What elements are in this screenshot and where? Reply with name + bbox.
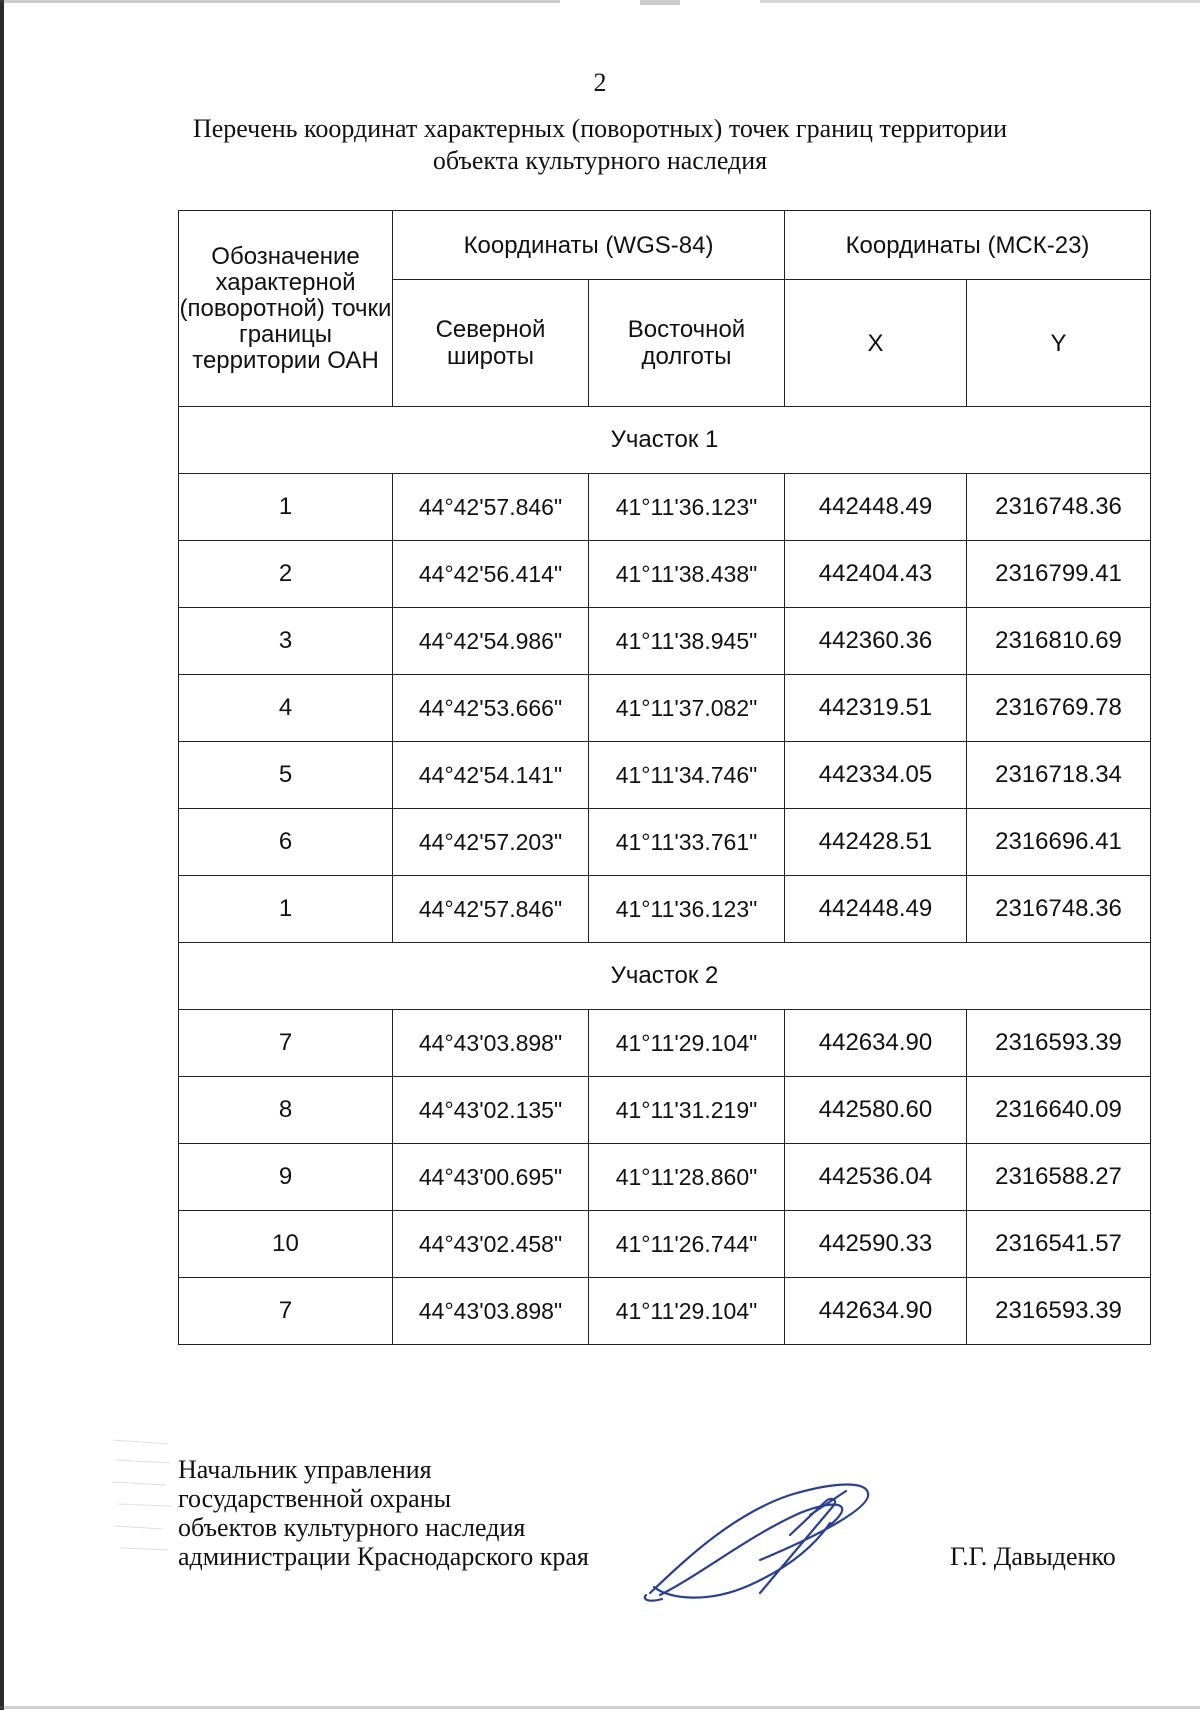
table-row — [179, 1077, 1151, 1144]
y-cell: 2316593.39 — [967, 1010, 1151, 1077]
point-number: 7 — [179, 1278, 393, 1345]
coordinates-table-body — [179, 407, 1151, 1345]
section-title: Участок 1 — [179, 407, 1151, 474]
point-number: 9 — [179, 1144, 393, 1211]
longitude-cell: 41°11'31.219" — [589, 1077, 785, 1144]
handwritten-signature-icon — [640, 1475, 880, 1615]
header-wgs84-group: Координаты (WGS-84) — [393, 211, 785, 280]
table-row — [179, 675, 1151, 742]
longitude-cell: 41°11'29.104" — [589, 1278, 785, 1345]
longitude-cell: 41°11'28.860" — [589, 1144, 785, 1211]
longitude-cell: 41°11'37.082" — [589, 675, 785, 742]
page-number: 2 — [593, 68, 607, 97]
y-cell: 2316718.34 — [967, 742, 1151, 809]
x-cell: 442634.90 — [785, 1278, 967, 1345]
table-row — [179, 608, 1151, 675]
longitude-cell: 41°11'38.945" — [589, 608, 785, 675]
table-row — [179, 474, 1151, 541]
longitude-cell: 41°11'36.123" — [589, 474, 785, 541]
table-row — [179, 541, 1151, 608]
scan-artifact-bottom — [0, 1702, 1200, 1710]
x-cell: 442580.60 — [785, 1077, 967, 1144]
header-east-longitude: Восточной долготы — [589, 280, 785, 407]
latitude-cell: 44°42'54.986" — [393, 608, 589, 675]
point-number: 4 — [179, 675, 393, 742]
point-number: 2 — [179, 541, 393, 608]
latitude-cell: 44°43'03.898" — [393, 1278, 589, 1345]
header-x: X — [785, 280, 967, 407]
header-designation: Обозначение характерной (поворотной) точки границы территории ОАН — [179, 211, 393, 407]
header-north-latitude: Северной широты — [393, 280, 589, 407]
point-number: 3 — [179, 608, 393, 675]
y-cell: 2316593.39 — [967, 1278, 1151, 1345]
latitude-cell: 44°42'57.846" — [393, 876, 589, 943]
latitude-cell: 44°42'57.203" — [393, 809, 589, 876]
x-cell: 442404.43 — [785, 541, 967, 608]
faded-stamp-mark — [108, 1430, 178, 1560]
scan-artifact-top — [0, 0, 1200, 8]
x-cell: 442319.51 — [785, 675, 967, 742]
table-row — [179, 1144, 1151, 1211]
x-cell: 442536.04 — [785, 1144, 967, 1211]
table-row — [179, 876, 1151, 943]
signer-name: Г.Г. Давыденко — [950, 1542, 1116, 1571]
x-cell: 442590.33 — [785, 1211, 967, 1278]
latitude-cell: 44°42'57.846" — [393, 474, 589, 541]
y-cell: 2316748.36 — [967, 474, 1151, 541]
section-row — [179, 407, 1151, 474]
document-title — [150, 113, 1050, 177]
point-number: 6 — [179, 809, 393, 876]
point-number: 8 — [179, 1077, 393, 1144]
point-number: 5 — [179, 742, 393, 809]
section-title: Участок 2 — [179, 943, 1151, 1010]
longitude-cell: 41°11'26.744" — [589, 1211, 785, 1278]
x-cell: 442334.05 — [785, 742, 967, 809]
table-row — [179, 809, 1151, 876]
header-row-groups — [179, 211, 1151, 280]
x-cell: 442360.36 — [785, 608, 967, 675]
latitude-cell: 44°42'53.666" — [393, 675, 589, 742]
latitude-cell: 44°42'54.141" — [393, 742, 589, 809]
coordinates-table-header — [179, 211, 1151, 407]
x-cell: 442428.51 — [785, 809, 967, 876]
x-cell: 442634.90 — [785, 1010, 967, 1077]
table-row — [179, 742, 1151, 809]
header-y: Y — [967, 280, 1151, 407]
signatory-line3: объектов культурного наследия — [178, 1513, 526, 1542]
longitude-cell: 41°11'36.123" — [589, 876, 785, 943]
longitude-cell: 41°11'38.438" — [589, 541, 785, 608]
point-number: 1 — [179, 474, 393, 541]
header-msk23-group: Координаты (МСК-23) — [785, 211, 1151, 280]
signatory-block — [178, 1455, 589, 1571]
longitude-cell: 41°11'34.746" — [589, 742, 785, 809]
signatory-line4: администрации Краснодарского края — [178, 1542, 589, 1571]
point-number: 1 — [179, 876, 393, 943]
document-title-line2: объекта культурного наследия — [432, 146, 768, 175]
latitude-cell: 44°43'02.135" — [393, 1077, 589, 1144]
x-cell: 442448.49 — [785, 474, 967, 541]
latitude-cell: 44°42'56.414" — [393, 541, 589, 608]
signatory-line1: Начальник управления — [178, 1455, 432, 1484]
y-cell: 2316769.78 — [967, 675, 1151, 742]
y-cell: 2316640.09 — [967, 1077, 1151, 1144]
point-number: 7 — [179, 1010, 393, 1077]
document-title-line1: Перечень координат характерных (поворотных) точек границ территории — [192, 114, 1008, 143]
coordinates-table — [178, 210, 1151, 1345]
y-cell: 2316748.36 — [967, 876, 1151, 943]
y-cell: 2316810.69 — [967, 608, 1151, 675]
table-row — [179, 1278, 1151, 1345]
y-cell: 2316696.41 — [967, 809, 1151, 876]
longitude-cell: 41°11'33.761" — [589, 809, 785, 876]
latitude-cell: 44°43'00.695" — [393, 1144, 589, 1211]
signatory-line2: государственной охраны — [178, 1484, 452, 1513]
point-number: 10 — [179, 1211, 393, 1278]
latitude-cell: 44°43'02.458" — [393, 1211, 589, 1278]
y-cell: 2316588.27 — [967, 1144, 1151, 1211]
table-row — [179, 1211, 1151, 1278]
y-cell: 2316799.41 — [967, 541, 1151, 608]
x-cell: 442448.49 — [785, 876, 967, 943]
table-row — [179, 1010, 1151, 1077]
scan-page-edge — [0, 0, 4, 1710]
longitude-cell: 41°11'29.104" — [589, 1010, 785, 1077]
y-cell: 2316541.57 — [967, 1211, 1151, 1278]
latitude-cell: 44°43'03.898" — [393, 1010, 589, 1077]
section-row — [179, 943, 1151, 1010]
